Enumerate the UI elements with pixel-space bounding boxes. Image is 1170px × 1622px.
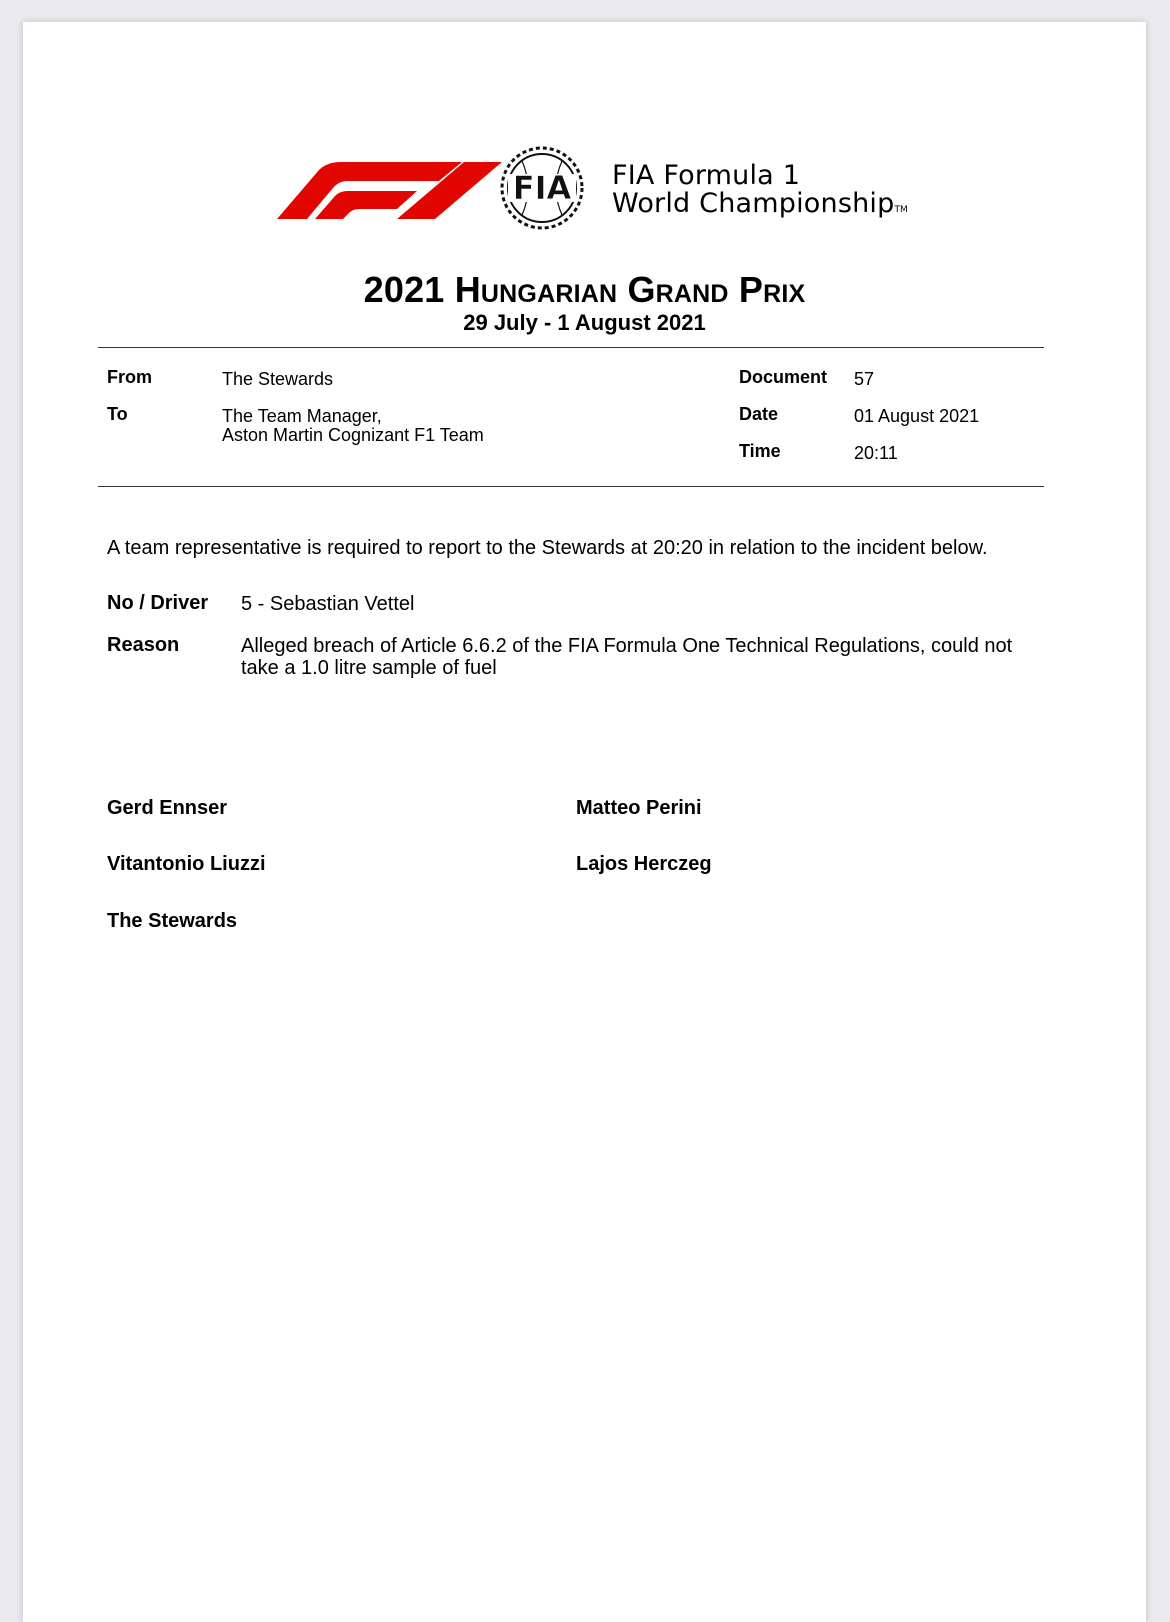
date-value: 01 August 2021 xyxy=(854,406,980,426)
trademark-mark: TM xyxy=(894,205,908,215)
reason-value: Alleged breach of Article 6.6.2 of the FIA Formula One Technical Regulations, could not take a 1.0 litre sample of fuel xyxy=(241,635,1013,679)
notice-text: A team representative is required to report to the Stewards at 20:20 in relation to the incident below. xyxy=(107,537,988,559)
driver-value: 5 - Sebastian Vettel xyxy=(241,593,415,615)
f1-emblem-icon xyxy=(257,140,597,230)
logo-line-2 xyxy=(612,190,908,224)
time-value: 20:11 xyxy=(854,443,898,463)
to-value-line-2: Aston Martin Cognizant F1 Team xyxy=(222,425,484,445)
driver-label: No / Driver xyxy=(107,592,209,614)
logo-line-1: FIA Formula 1 xyxy=(612,160,801,191)
reason-label: Reason xyxy=(107,634,180,656)
logo-wordmark xyxy=(612,162,908,224)
document-value: 57 xyxy=(854,369,875,389)
steward-signature-3: Vitantonio Liuzzi xyxy=(107,853,266,875)
top-divider xyxy=(98,347,1044,348)
event-dates: 29 July - 1 August 2021 xyxy=(463,310,706,335)
document-label: Document xyxy=(739,367,828,387)
logo-line-2-text: World Championship xyxy=(612,188,895,219)
time-label: Time xyxy=(739,441,781,461)
f1-fia-logo xyxy=(257,140,957,230)
steward-signature-1: Gerd Ennser xyxy=(107,797,228,819)
document-page xyxy=(23,22,1146,1622)
from-label: From xyxy=(107,367,152,387)
bottom-divider xyxy=(98,486,1044,487)
to-value-line-1: The Team Manager, xyxy=(222,406,382,426)
steward-signature-4: Lajos Herczeg xyxy=(576,853,712,875)
date-label: Date xyxy=(739,404,779,424)
svg-text:FIA: FIA xyxy=(512,169,572,207)
from-value: The Stewards xyxy=(222,369,334,389)
to-label: To xyxy=(107,404,128,424)
steward-signature-2: Matteo Perini xyxy=(576,797,702,819)
stewards-footer: The Stewards xyxy=(107,910,238,932)
page-title: 2021 Hungarian Grand Prix xyxy=(363,269,806,310)
